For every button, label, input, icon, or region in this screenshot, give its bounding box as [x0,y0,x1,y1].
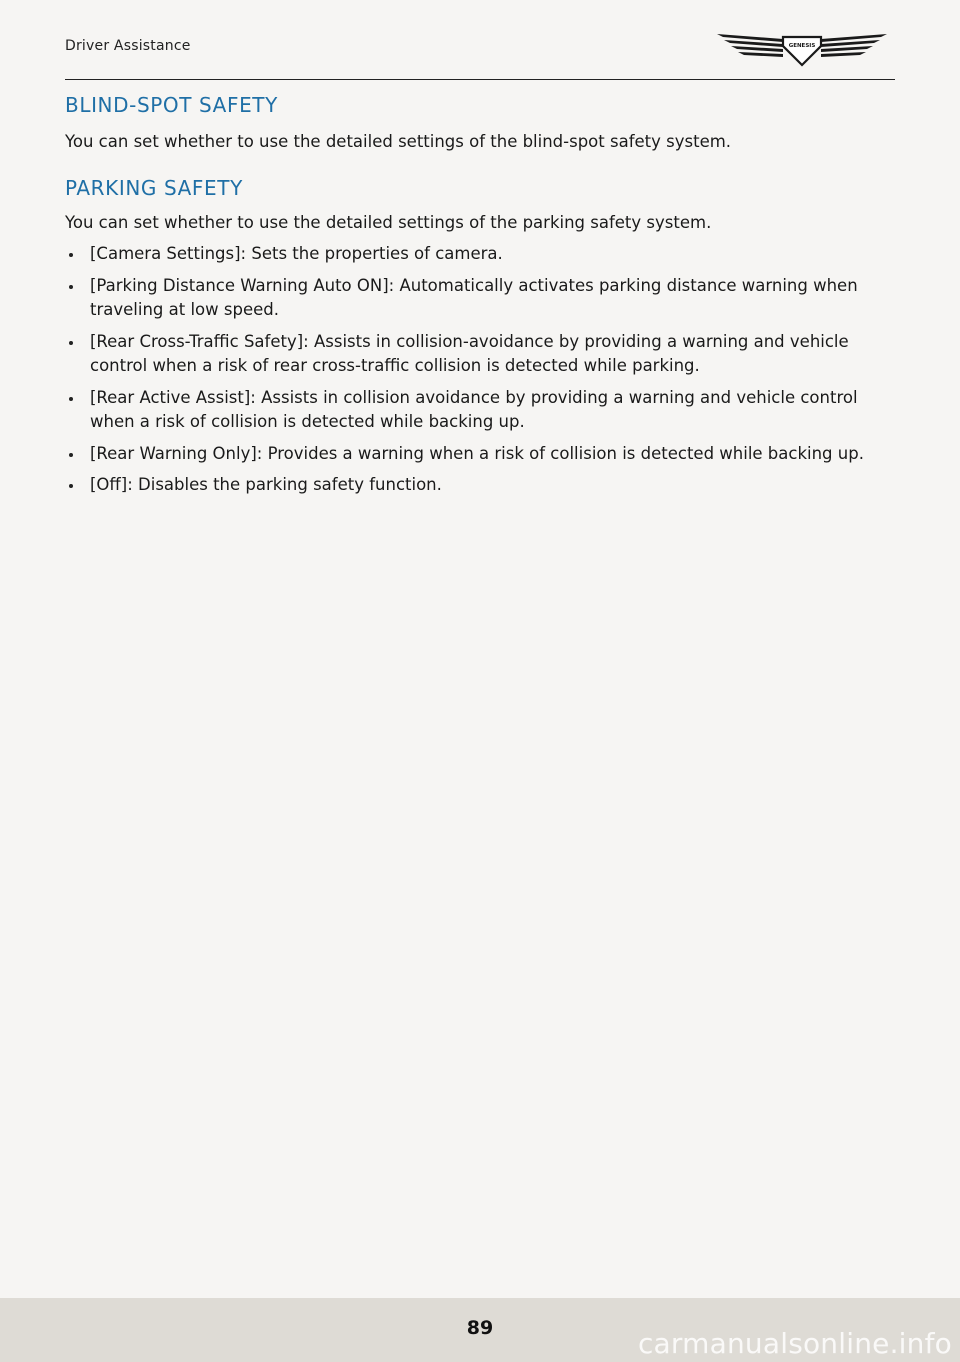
section-title-parking-safety: PARKING SAFETY [65,175,243,200]
chapter-title: Driver Assistance [65,38,191,54]
list-item: [Rear Active Assist]: Assists in collision avoidance by providing a warning and vehicle control when a risk of collision is detected while backing up. [65,386,895,435]
genesis-logo [717,30,887,68]
section-description-parking-safety: You can set whether to use the detailed settings of the parking safety system. [65,212,712,232]
page-footer [0,1298,960,1362]
list-item: [Camera Settings]: Sets the properties of camera. [65,242,895,267]
section-description-blind-spot-safety: You can set whether to use the detailed settings of the blind-spot safety system. [65,132,732,151]
section-title-blind-spot-safety: BLIND-SPOT SAFETY [65,93,278,117]
watermark: carmanualsonline.info [637,1327,952,1360]
page-number: 89 [466,1317,494,1339]
list-item: [Off]: Disables the parking safety function. [65,473,895,498]
logo-text: GENESIS [788,43,816,49]
page-content [65,90,895,498]
list-item: [Rear Cross-Traffic Safety]: Assists in collision-avoidance by providing a warning and vehicle control when a risk of rear cross-traffic collision is detected while parking. [65,330,895,379]
parking-safety-options-list [65,242,895,498]
list-item: [Parking Distance Warning Auto ON]: Automatically activates parking distance warning when traveling at low speed. [65,274,895,323]
list-item: [Rear Warning Only]: Provides a warning when a risk of collision is detected while backing up. [65,442,895,467]
page-header [65,0,895,80]
